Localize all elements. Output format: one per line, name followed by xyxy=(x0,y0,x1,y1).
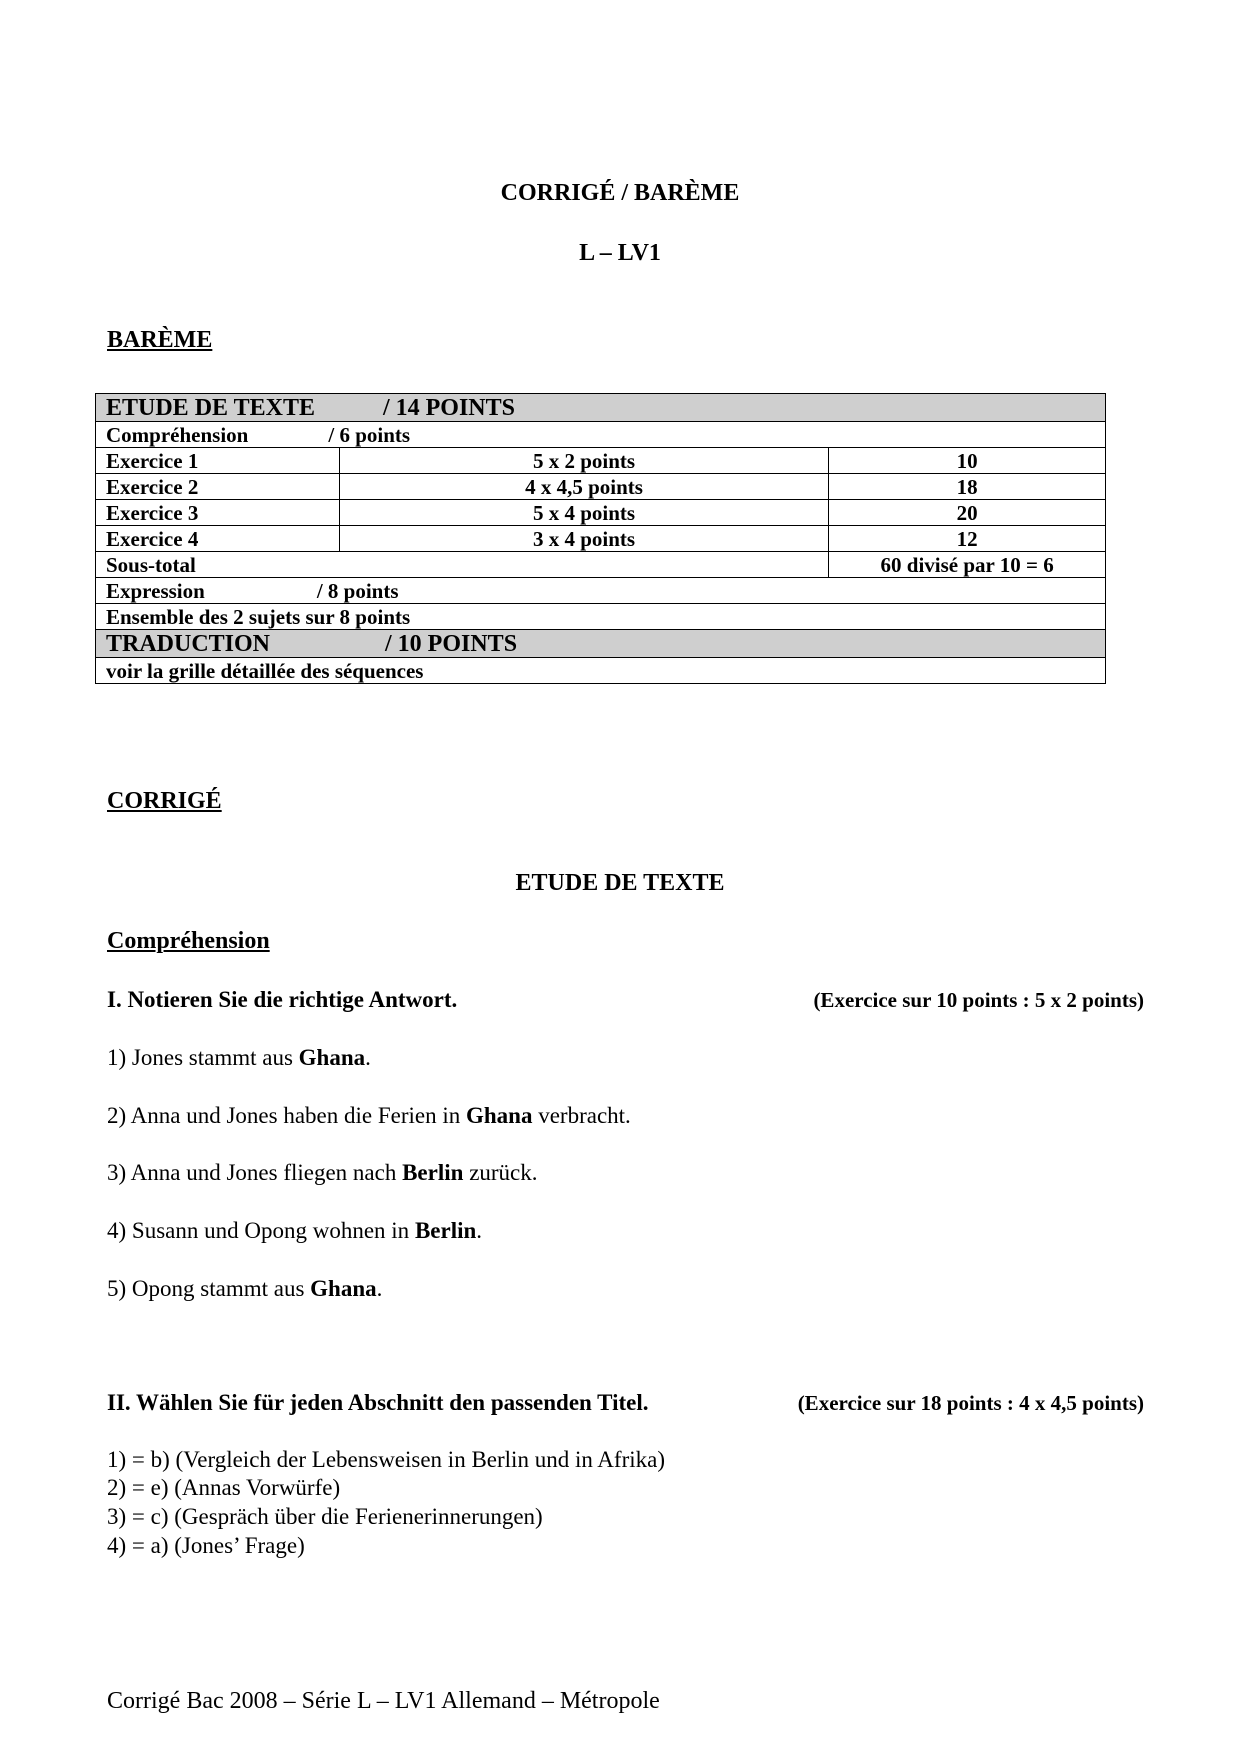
exercise-total: 20 xyxy=(829,500,1106,526)
question-1-points: (Exercice sur 10 points : 5 x 2 points) xyxy=(813,988,1144,1012)
exercise-detail: 5 x 4 points xyxy=(339,500,828,526)
etude-row xyxy=(96,394,1106,422)
grille-row xyxy=(96,658,1106,684)
exercise-total: 18 xyxy=(829,474,1106,500)
subtotal-label: Sous-total xyxy=(96,552,829,578)
traduction-label: TRADUCTION xyxy=(106,630,271,657)
document-title: CORRIGÉ / BARÈME xyxy=(500,180,740,206)
question-1-title: I. Notieren Sie die richtige Antwort. xyxy=(107,987,458,1012)
question-2-title: II. Wählen Sie für jeden Abschnitt den passenden Titel. xyxy=(107,1390,649,1415)
subtotal-row xyxy=(96,552,1106,578)
exercise-total: 12 xyxy=(829,526,1106,552)
etude-label: ETUDE DE TEXTE xyxy=(106,394,315,421)
exercise-row xyxy=(96,500,1106,526)
answer-1-3: 3) Anna und Jones fliegen nach Berlin zurück. xyxy=(107,1160,538,1185)
exercise-detail: 4 x 4,5 points xyxy=(339,474,828,500)
comprehension-label: Compréhension xyxy=(106,422,249,447)
exercise-total: 10 xyxy=(829,448,1106,474)
exercise-name: Exercice 3 xyxy=(96,500,340,526)
comprehension-row xyxy=(96,422,1106,448)
corrige-heading: CORRIGÉ xyxy=(107,788,222,814)
question-2-points: (Exercice sur 18 points : 4 x 4,5 points) xyxy=(797,1391,1144,1415)
expression-label: Expression xyxy=(106,578,205,603)
exercise-row xyxy=(96,474,1106,500)
traduction-points: / 10 POINTS xyxy=(385,630,518,657)
comprehension-subheading: Compréhension xyxy=(107,928,270,954)
comprehension-points: / 6 points xyxy=(328,422,411,447)
page-footer: Corrigé Bac 2008 – Série L – LV1 Allemand – Métropole xyxy=(107,1688,660,1714)
exercise-row xyxy=(96,448,1106,474)
exercise-detail: 5 x 2 points xyxy=(339,448,828,474)
subtotal-value: 60 divisé par 10 = 6 xyxy=(829,552,1106,578)
exercise-name: Exercice 4 xyxy=(96,526,340,552)
answer-1-5: 5) Opong stammt aus Ghana. xyxy=(107,1276,383,1301)
ensemble-text: Ensemble des 2 sujets sur 8 points xyxy=(96,604,1106,630)
bareme-heading: BARÈME xyxy=(107,327,213,353)
answer-2-4: 4) = a) (Jones’ Frage) xyxy=(107,1533,305,1558)
bareme-table xyxy=(95,393,1106,684)
etude-section-title: ETUDE DE TEXTE xyxy=(515,870,725,896)
answer-2-1: 1) = b) (Vergleich der Lebensweisen in Berlin und in Afrika) xyxy=(107,1447,665,1472)
grille-text: voir la grille détaillée des séquences xyxy=(96,658,1106,684)
exercise-name: Exercice 1 xyxy=(96,448,340,474)
expression-row xyxy=(96,578,1106,604)
document-subtitle: L – LV1 xyxy=(579,240,661,266)
etude-points: / 14 POINTS xyxy=(382,394,515,421)
answer-2-2: 2) = e) (Annas Vorwürfe) xyxy=(107,1475,341,1500)
answer-1-2: 2) Anna und Jones haben die Ferien in Ghana verbracht. xyxy=(107,1103,631,1128)
ensemble-row xyxy=(96,604,1106,630)
answer-2-3: 3) = c) (Gespräch über die Ferienerinnerungen) xyxy=(107,1504,543,1529)
exercise-detail: 3 x 4 points xyxy=(339,526,828,552)
exercise-row xyxy=(96,526,1106,552)
exercise-name: Exercice 2 xyxy=(96,474,340,500)
answer-1-1: 1) Jones stammt aus Ghana. xyxy=(107,1045,371,1070)
expression-points: / 8 points xyxy=(316,578,399,603)
answer-1-4: 4) Susann und Opong wohnen in Berlin. xyxy=(107,1218,483,1243)
traduction-row xyxy=(96,630,1106,658)
